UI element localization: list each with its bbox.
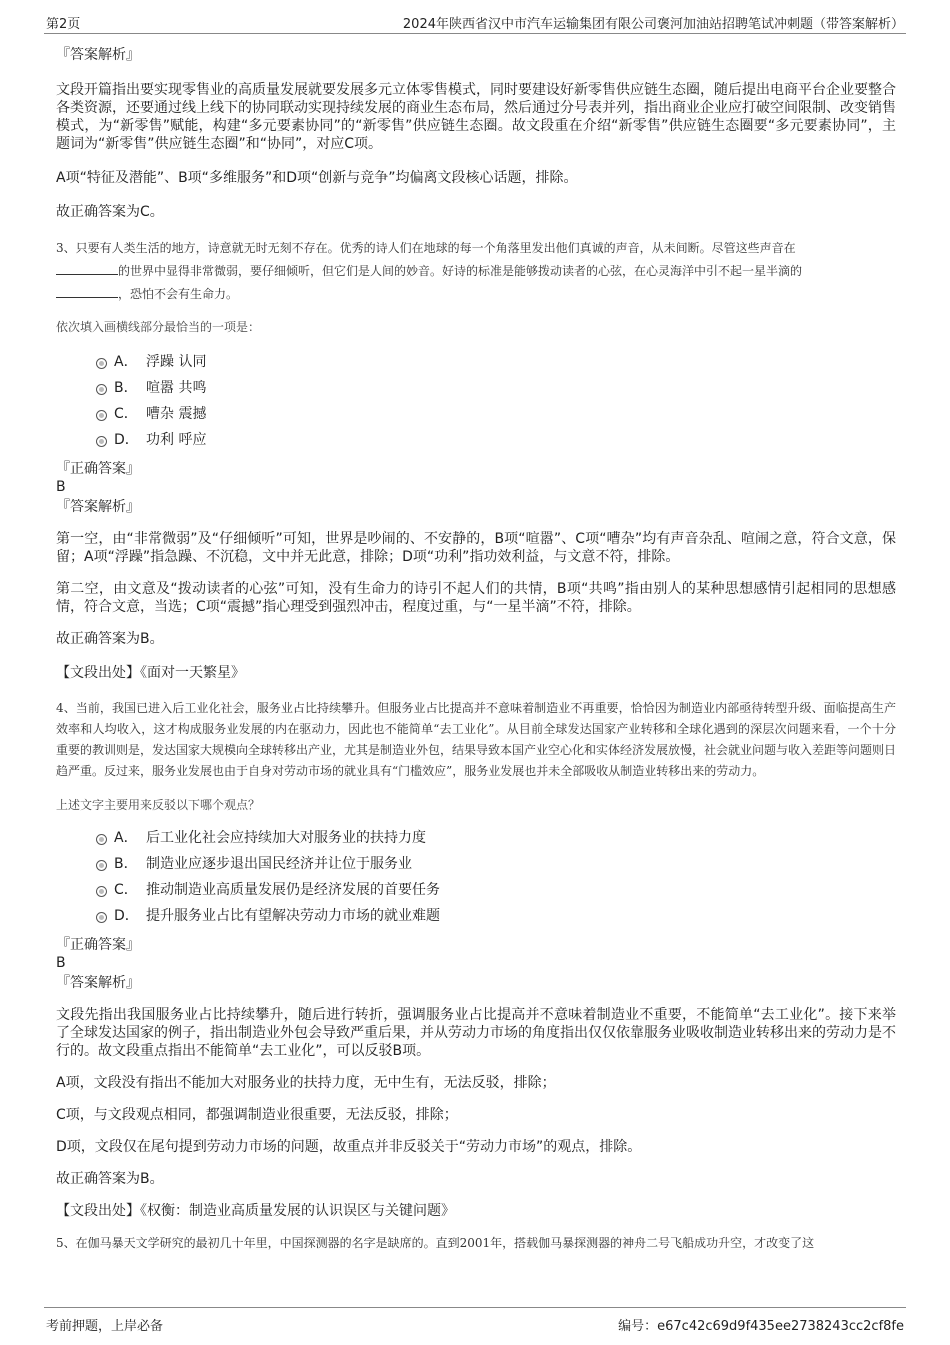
option-key: A． [114, 354, 138, 370]
option-text: 浮躁 认同 [146, 354, 207, 370]
option-text: 功利 呼应 [146, 432, 207, 448]
correct-answer-label: 『正确答案』 [56, 937, 140, 953]
page-header [0, 0, 950, 34]
analysis-conclusion: 故正确答案为C。 [56, 204, 164, 220]
option-c[interactable] [56, 880, 896, 906]
analysis-conclusion: 故正确答案为B。 [56, 631, 164, 647]
radio-icon[interactable] [96, 436, 107, 447]
option-key: A． [114, 830, 138, 846]
question-text: 的世界中显得非常微弱，要仔细倾听，但它们是人间的妙音。好诗的标准是能够拨动读者的心弦，在心灵海洋中引不起一星半滴的 [118, 264, 803, 278]
option-d[interactable] [56, 430, 896, 456]
header-divider [44, 33, 906, 34]
option-key: D． [114, 432, 139, 448]
question-stem [56, 237, 896, 306]
option-a[interactable] [56, 352, 896, 378]
option-c[interactable] [56, 404, 896, 430]
analysis-label: 『答案解析』 [56, 47, 140, 63]
option-key: B． [114, 380, 138, 396]
option-text: 喧嚣 共鸣 [146, 380, 207, 396]
analysis-paragraph: 第二空，由文意及“拨动读者的心弦”可知，没有生命力的诗引不起人们的共情，B项“共鸣”指由别人的某种思想感情引起相同的思想感情，符合文意，当选；C项“震撼”指心理受到强烈冲击，程度过重，与“一星半滴”不符，排除。 [56, 581, 896, 615]
options-list [56, 828, 896, 932]
radio-icon[interactable] [96, 384, 107, 395]
radio-icon[interactable] [96, 834, 107, 845]
analysis-paragraph: C项，与文段观点相同，都强调制造业很重要，无法反驳，排除； [56, 1107, 458, 1123]
option-text: 嘈杂 震撼 [146, 406, 207, 422]
question-3 [56, 237, 896, 682]
question-text: ，恐怕不会有生命力。 [118, 287, 239, 301]
option-key: B． [114, 856, 138, 872]
document-id: 编号：e67c42c69d9f435ee2738243cc2cf8fe [618, 1319, 904, 1334]
analysis-paragraph: A项“特征及潜能”、B项“多维服务”和D项“创新与竞争”均偏离文段核心话题，排除。 [56, 170, 578, 186]
question-prompt: 依次填入画横线部分最恰当的一项是： [56, 320, 261, 334]
analysis-conclusion: 故正确答案为B。 [56, 1171, 164, 1187]
option-text: 提升服务业占比有望解决劳动力市场的就业难题 [146, 908, 440, 924]
option-d[interactable] [56, 906, 896, 932]
option-key: D． [114, 908, 139, 924]
passage-source: 【文段出处】《面对一天繁星》 [56, 665, 245, 681]
question-prompt: 上述文字主要用来反驳以下哪个观点？ [56, 798, 261, 812]
question-stem: 4、当前，我国已进入后工业化社会，服务业占比持续攀升。但服务业占比提高并不意味着制造业不再重要，恰恰因为制造业内部亟待转型升级、面临提高生产效率和人均收入，这才构成服务业发展的内在驱动力，因此也不能简单“去工业化”。从目前全球发达国家产业转移和全球化遇到的深层次问题来看，一个十分重要的教训则是，发达国家大规模向全球转移出产业，尤其是制造业外包，结果导致本国产业空心化和实体经济发展放慢，社会就业问题与收入差距等问题则日趋严重。反过来，服务业发展也由于自身对劳动市场的就业具有“门槛效应”，服务业发展也并未全部吸收从制造业转移出来的劳动力。 [56, 701, 897, 778]
question-4 [56, 698, 896, 1220]
question-stem: 5、在伽马暴天文学研究的最初几十年里，中国探测器的名字是缺席的。直到2001年，搭载伽马暴探测器的神舟二号飞船成功升空，才改变了这 [56, 1236, 815, 1250]
analysis-label: 『答案解析』 [56, 975, 140, 991]
radio-icon[interactable] [96, 886, 107, 897]
correct-answer: B [56, 479, 66, 495]
passage-source: 【文段出处】《权衡：制造业高质量发展的认识误区与关键问题》 [56, 1203, 455, 1219]
radio-icon[interactable] [96, 410, 107, 421]
correct-answer-label: 『正确答案』 [56, 461, 140, 477]
correct-answer: B [56, 955, 66, 971]
page-content [56, 46, 896, 1255]
option-text: 制造业应逐步退出国民经济并让位于服务业 [146, 856, 412, 872]
option-b[interactable] [56, 378, 896, 404]
radio-icon[interactable] [96, 358, 107, 369]
analysis-paragraph: D项，文段仅在尾句提到劳动力市场的问题，故重点并非反驳关于“劳动力市场”的观点，排除。 [56, 1139, 642, 1155]
question-text: 3、只要有人类生活的地方，诗意就无时无刻不存在。优秀的诗人们在地球的每一个角落里发出他们真诚的声音，从未间断。尽管这些声音在 [56, 241, 796, 255]
analysis-paragraph: 文段开篇指出要实现零售业的高质量发展就要发展多元立体零售模式，同时要建设好新零售供应链生态圈，随后提出电商平台企业要整合各类资源，还要通过线上线下的协同联动实现持续发展的商业生态布局，然后通过分号表并列，指出商业企业应打破空间限制、改变销售模式，为“新零售”赋能，构建“多元要素协同”的“新零售”供应链生态圈。故文段重在介绍“新零售”供应链生态圈要“多元要素协同”，主题词为“新零售”供应链生态圈”和“协同”，对应C项。 [56, 82, 896, 152]
analysis-paragraph: A项，文段没有指出不能加大对服务业的扶持力度，无中生有，无法反驳，排除； [56, 1075, 556, 1091]
option-key: C． [114, 406, 138, 422]
fill-blank-1 [56, 262, 118, 275]
analysis-paragraph: 第一空，由“非常微弱”及“仔细倾听”可知，世界是吵闹的、不安静的，B项“喧嚣”、C项“嘈杂”均有声音杂乱、喧闹之意，符合文意，保留；A项“浮躁”指急躁、不沉稳，文中并无此意，排除；D项“功利”指功效利益，与文意不符，排除。 [56, 531, 896, 565]
page-footer [0, 1305, 950, 1345]
option-b[interactable] [56, 854, 896, 880]
question-2-analysis [56, 46, 896, 221]
page-number: 第2页 [46, 17, 81, 32]
footer-divider [44, 1307, 906, 1308]
analysis-paragraph: 文段先指出我国服务业占比持续攀升，随后进行转折，强调服务业占比提高并不意味着制造业不重要，不能简单“去工业化”。接下来举了全球发达国家的例子，指出制造业外包会导致严重后果，并从劳动力市场的角度指出仅仅依靠服务业吸收制造业转移出来的劳动力是不行的。故文段重点指出不能简单“去工业化”，可以反驳B项。 [56, 1007, 896, 1059]
analysis-label: 『答案解析』 [56, 499, 140, 515]
radio-icon[interactable] [96, 860, 107, 871]
option-key: C． [114, 882, 138, 898]
options-list [56, 352, 896, 456]
option-a[interactable] [56, 828, 896, 854]
document-title: 2024年陕西省汉中市汽车运输集团有限公司褒河加油站招聘笔试冲刺题（带答案解析） [402, 17, 904, 32]
fill-blank-2 [56, 285, 118, 298]
footer-slogan: 考前押题，上岸必备 [46, 1319, 164, 1334]
option-text: 后工业化社会应持续加大对服务业的扶持力度 [146, 830, 426, 846]
question-5 [56, 1232, 896, 1255]
option-text: 推动制造业高质量发展仍是经济发展的首要任务 [146, 882, 440, 898]
radio-icon[interactable] [96, 912, 107, 923]
